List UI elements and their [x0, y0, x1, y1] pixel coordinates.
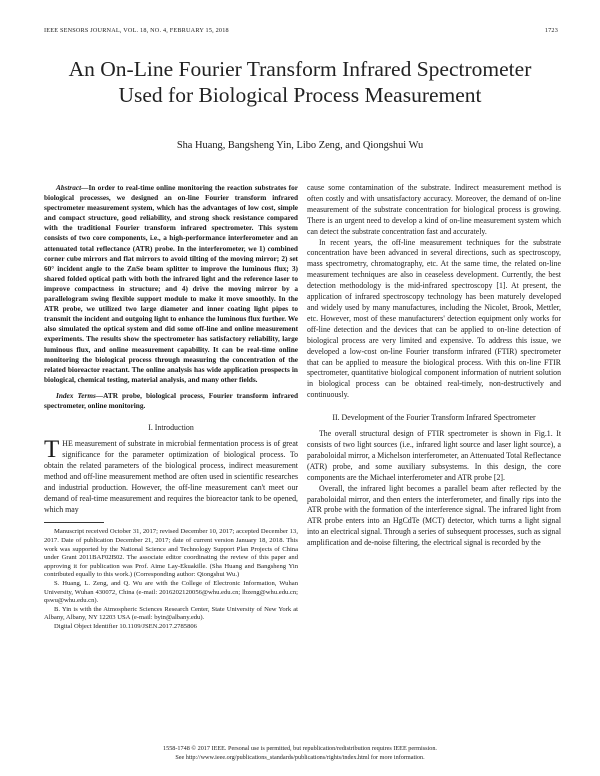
abstract-lead: Abstract— [56, 183, 89, 192]
footnote-doi: Digital Object Identifier 10.1109/JSEN.2017.2785806 [54, 622, 197, 630]
body-paragraph: cause some contamination of the substrate. Indirect measurement method is often costly and with unsatisfactory accuracy. Moreover, the demand of on-line measurement of the substrate concentration for biological process is growing. There is an urgent need to develop a kind of on-line measurement system which can detect the substrate concentration fast and accurately. [307, 183, 561, 236]
author-list: Sha Huang, Bangsheng Yin, Libo Zeng, and Qiongshui Wu [176, 140, 424, 151]
body-paragraph: In recent years, the off-line measurement techniques for the substrate concentration have been advanced in several directions, such as spectroscopy, mass spectrometry, chromatography, etc. At the same time, the related on-line measurement techniques are also in ceaseless development. Currently, the best detection methodology is the mid-infrared spectroscopy [1]. At present, the application of infrared spectroscopy technology has been maturely developed and widely used by many manufactures, including the Nicolet, Brook, Mettler, etc. However, most of these manufacturers' detection equipment only works for off-line detection and the devices that can be applied to on-line detection of biological process are very limited and expensive. To address this issue, we developed a low-cost on-line Fourier transform infrared (FTIR) spectrometer that can be applied to measure the biological process. With this on-line FTIR spectrometer, quantitative biological component information of nutrient solution in biological process can be obtained real-timely, non-destructively and continuously. [307, 237, 561, 400]
right-column [307, 183, 561, 549]
left-column [44, 183, 298, 632]
journal-citation: IEEE SENSORS JOURNAL, VOL. 18, NO. 4, FEBRUARY 15, 2018 [44, 27, 229, 34]
footnote-divider [44, 522, 104, 523]
index-terms-lead: Index Terms— [56, 390, 104, 400]
page-number: 1723 [544, 27, 558, 34]
copyright-notice [40, 744, 560, 762]
abstract [44, 183, 298, 385]
running-head [44, 27, 558, 34]
index-terms [44, 391, 298, 411]
introduction-text: HE measurement of substrate in microbial fermentation process is of great significance for the parameter optimization of biological process. To obtain the related parameters of the biological process, indirect measurement method and off-line measurement method are often used in scientific researches and industrial production. However, the off-line measurement can't meet our demand of real-time measurement and requires the bioreactor tank to be opened, which may [44, 439, 298, 514]
drop-cap: T [44, 436, 60, 464]
permissions-line: See http://www.ieee.org/publications_standards/publications/rights/index.html for more information. [175, 754, 425, 761]
footnotes [44, 528, 298, 631]
abstract-text: In order to real-time online monitoring the reaction substrates for biological processes, we designed an on-line Fourier transform infrared spectrometer measurement system, which has the advantages of low cost, simple and compact structure, good reliability, and strong shock resistance compared with the traditional Fourier transform infrared spectrometer. This system consists of two core components, i.e., a high-performance interferometer and an attenuated total reflectance (ATR) probe. In the interferometer, we 1) combined corner cube mirrors and flat mirrors to avoid tilting of the moving mirror; 2) set 60° incident angle to the ZnSe beam splitter to improve the luminous flux; 3) shared folded optical path with both the infrared light and the reference laser to improve compactness in structure; and 4) drive the moving mirror by a parallelogram swing flexible support module to make it move smoothly. In the ATR probe, we utilized two large diameter and inner coating light pipes to transmit the incident and outgoing light to enhance the luminous flux further. We also simulated the optical system and did some off-line and online measurement experiments. The results show the spectrometer has satisfactory reliability, large luminous flux, and online measurement capability. It can be real-time online monitoring the biological process through measuring the concentration of the related bioreactor reactant. The online analysis has wide application prospects in biological, chemical testing, material analysis, and many other fields. [44, 183, 298, 384]
footnote-affiliation-2: B. Yin is with the Atmospheric Sciences Research Center, State University of New York at Albany, Albany, NY 12203 USA (e-mail: byin@albany.edu). [44, 605, 298, 622]
body-paragraph: The overall structural design of FTIR spectrometer is shown in Fig.1. It consists of two light sources (i.e., infrared light source and laser light source), a paraboloidal mirror, a Michelson interferometer, an Attenuated Total Reflectance (ATR) probe, and some auxiliary subsystems. In this design, the core components are the Michael interferometer and ATR probe [2]. [307, 429, 561, 482]
footnote-received: Manuscript received October 31, 2017; revised December 10, 2017; accepted December 13, 2017. Date of publication December 21, 2017; date of current version January 18, 2018. This work was supported by the National Science and Technology Support Plan Projects of China under Grant 2011BAF02B02. The associate editor coordinating the review of this paper and approving it for publication was Prof. Aime Lay-Ekuakille. (Sha Huang and Bangsheng Yin contributed equally to this work.) (Corresponding author: Qiongshui Wu.) [44, 528, 298, 579]
index-terms-text: ATR probe, biological process, Fourier transform infrared spectrometer, online monitoring. [44, 390, 299, 410]
section-heading-introduction: I. Introduction [148, 423, 194, 433]
footnote-affiliation-1: S. Huang, L. Zeng, and Q. Wu are with the College of Electronic Information, Wuhan University, Wuhan 430072, China (e-mail: 2016202120056@whu.edu.cn; lbzeng@whu.edu.cn; qswu@whu.edu.cn). [44, 579, 298, 605]
body-paragraph: Overall, the infrared light becomes a parallel beam after reflected by the paraboloidal mirror, and then enters the interferometer, and finally rips into the ATR probe with the formation of the interference signal. The infrared light from ATR probe enters into an HgCdTe (MCT) detector, which turns a light signal into an electrical signal. Through a series of subsequent processes, such as signal amplification and de-noise filtering, the electrical signal is recorded by the [307, 483, 561, 548]
paper-title: An On-Line Fourier Transform Infrared Spectrometer Used for Biological Process Measurement [68, 57, 532, 107]
section-heading-development: II. Development of the Fourier Transform Infrared Spectrometer [332, 413, 536, 423]
introduction-paragraph [44, 436, 298, 515]
copyright-line: 1558-1748 © 2017 IEEE. Personal use is permitted, but republication/redistribution requires IEEE permission. [163, 745, 437, 752]
